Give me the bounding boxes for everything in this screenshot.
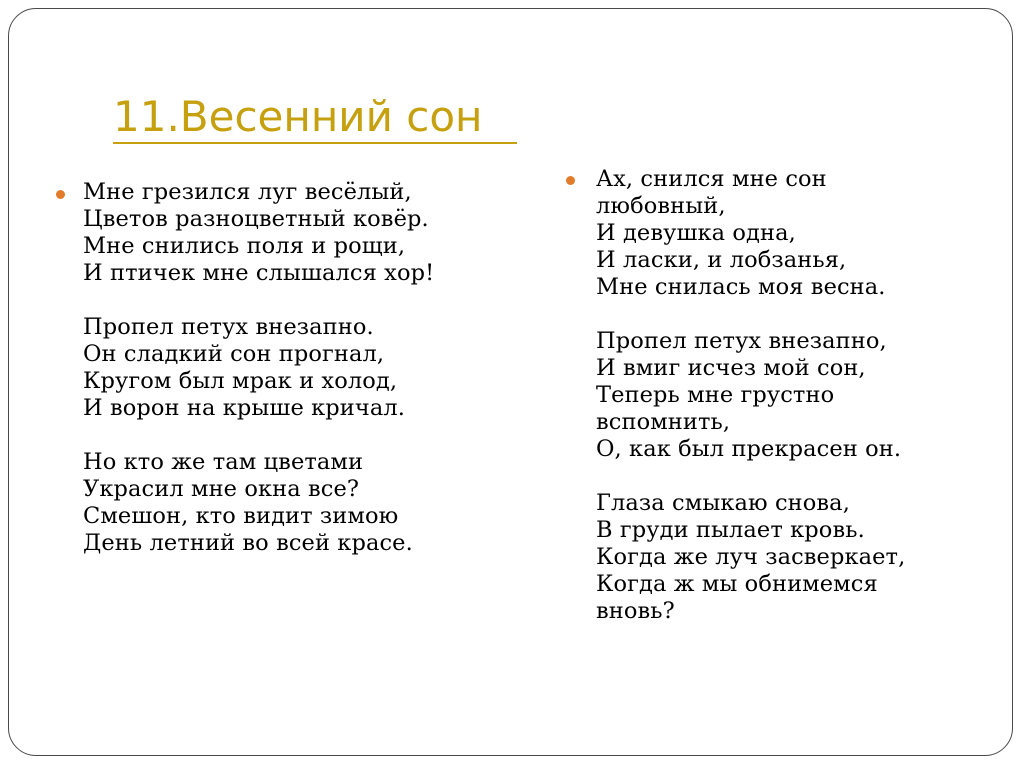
poem-line: любовный, xyxy=(596,193,726,219)
poem-line: Мне грезился луг весёлый, xyxy=(83,179,412,205)
poem-line: Пропел петух внезапно, xyxy=(596,328,887,354)
poem-line: И ласки, и лобзанья, xyxy=(596,247,847,273)
poem-line: Цветов разноцветный ковёр. xyxy=(83,206,429,232)
bullet-icon xyxy=(566,176,575,185)
poem-line: О, как был прекрасен он. xyxy=(596,436,902,462)
poem-line: Глаза смыкаю снова, xyxy=(596,490,850,516)
poem-line: Когда ж мы обнимемся xyxy=(596,571,878,597)
poem-line: День летний во всей красе. xyxy=(83,530,413,556)
stanza-gap xyxy=(596,463,996,490)
poem-line: Кругом был мрак и холод, xyxy=(83,368,398,394)
poem-line: Мне снилась моя весна. xyxy=(596,274,886,300)
poem-line: В груди пылает кровь. xyxy=(596,517,865,543)
poem-line: Украсил мне окна все? xyxy=(83,476,360,502)
stanza-gap xyxy=(83,422,503,449)
title-underline xyxy=(113,142,517,144)
poem-line: И ворон на крыше кричал. xyxy=(83,395,406,421)
stanza-gap xyxy=(83,287,503,314)
poem-line: Пропел петух внезапно. xyxy=(83,314,374,340)
poem-line: И вмиг исчез мой сон, xyxy=(596,355,866,381)
slide-title: 11.Весенний сон xyxy=(113,92,483,141)
poem-line: Мне снились поля и рощи, xyxy=(83,233,406,259)
poem-line: И девушка одна, xyxy=(596,220,796,246)
poem-line: Когда же луч засверкает, xyxy=(596,544,906,570)
poem-line: Он сладкий сон прогнал, xyxy=(83,341,385,367)
poem-line: Смешон, кто видит зимою xyxy=(83,503,399,529)
poem-line: вспомнить, xyxy=(596,409,731,435)
stanza-gap xyxy=(596,301,996,328)
poem-right-column xyxy=(596,166,996,625)
poem-line: И птичек мне слышался хор! xyxy=(83,260,435,286)
poem-line: Но кто же там цветами xyxy=(83,449,364,475)
poem-line: Теперь мне грустно xyxy=(596,382,835,408)
poem-line: вновь? xyxy=(596,598,675,624)
poem-line: Ах, снился мне сон xyxy=(596,166,827,192)
poem-left-column xyxy=(83,179,503,557)
bullet-icon xyxy=(56,190,65,199)
